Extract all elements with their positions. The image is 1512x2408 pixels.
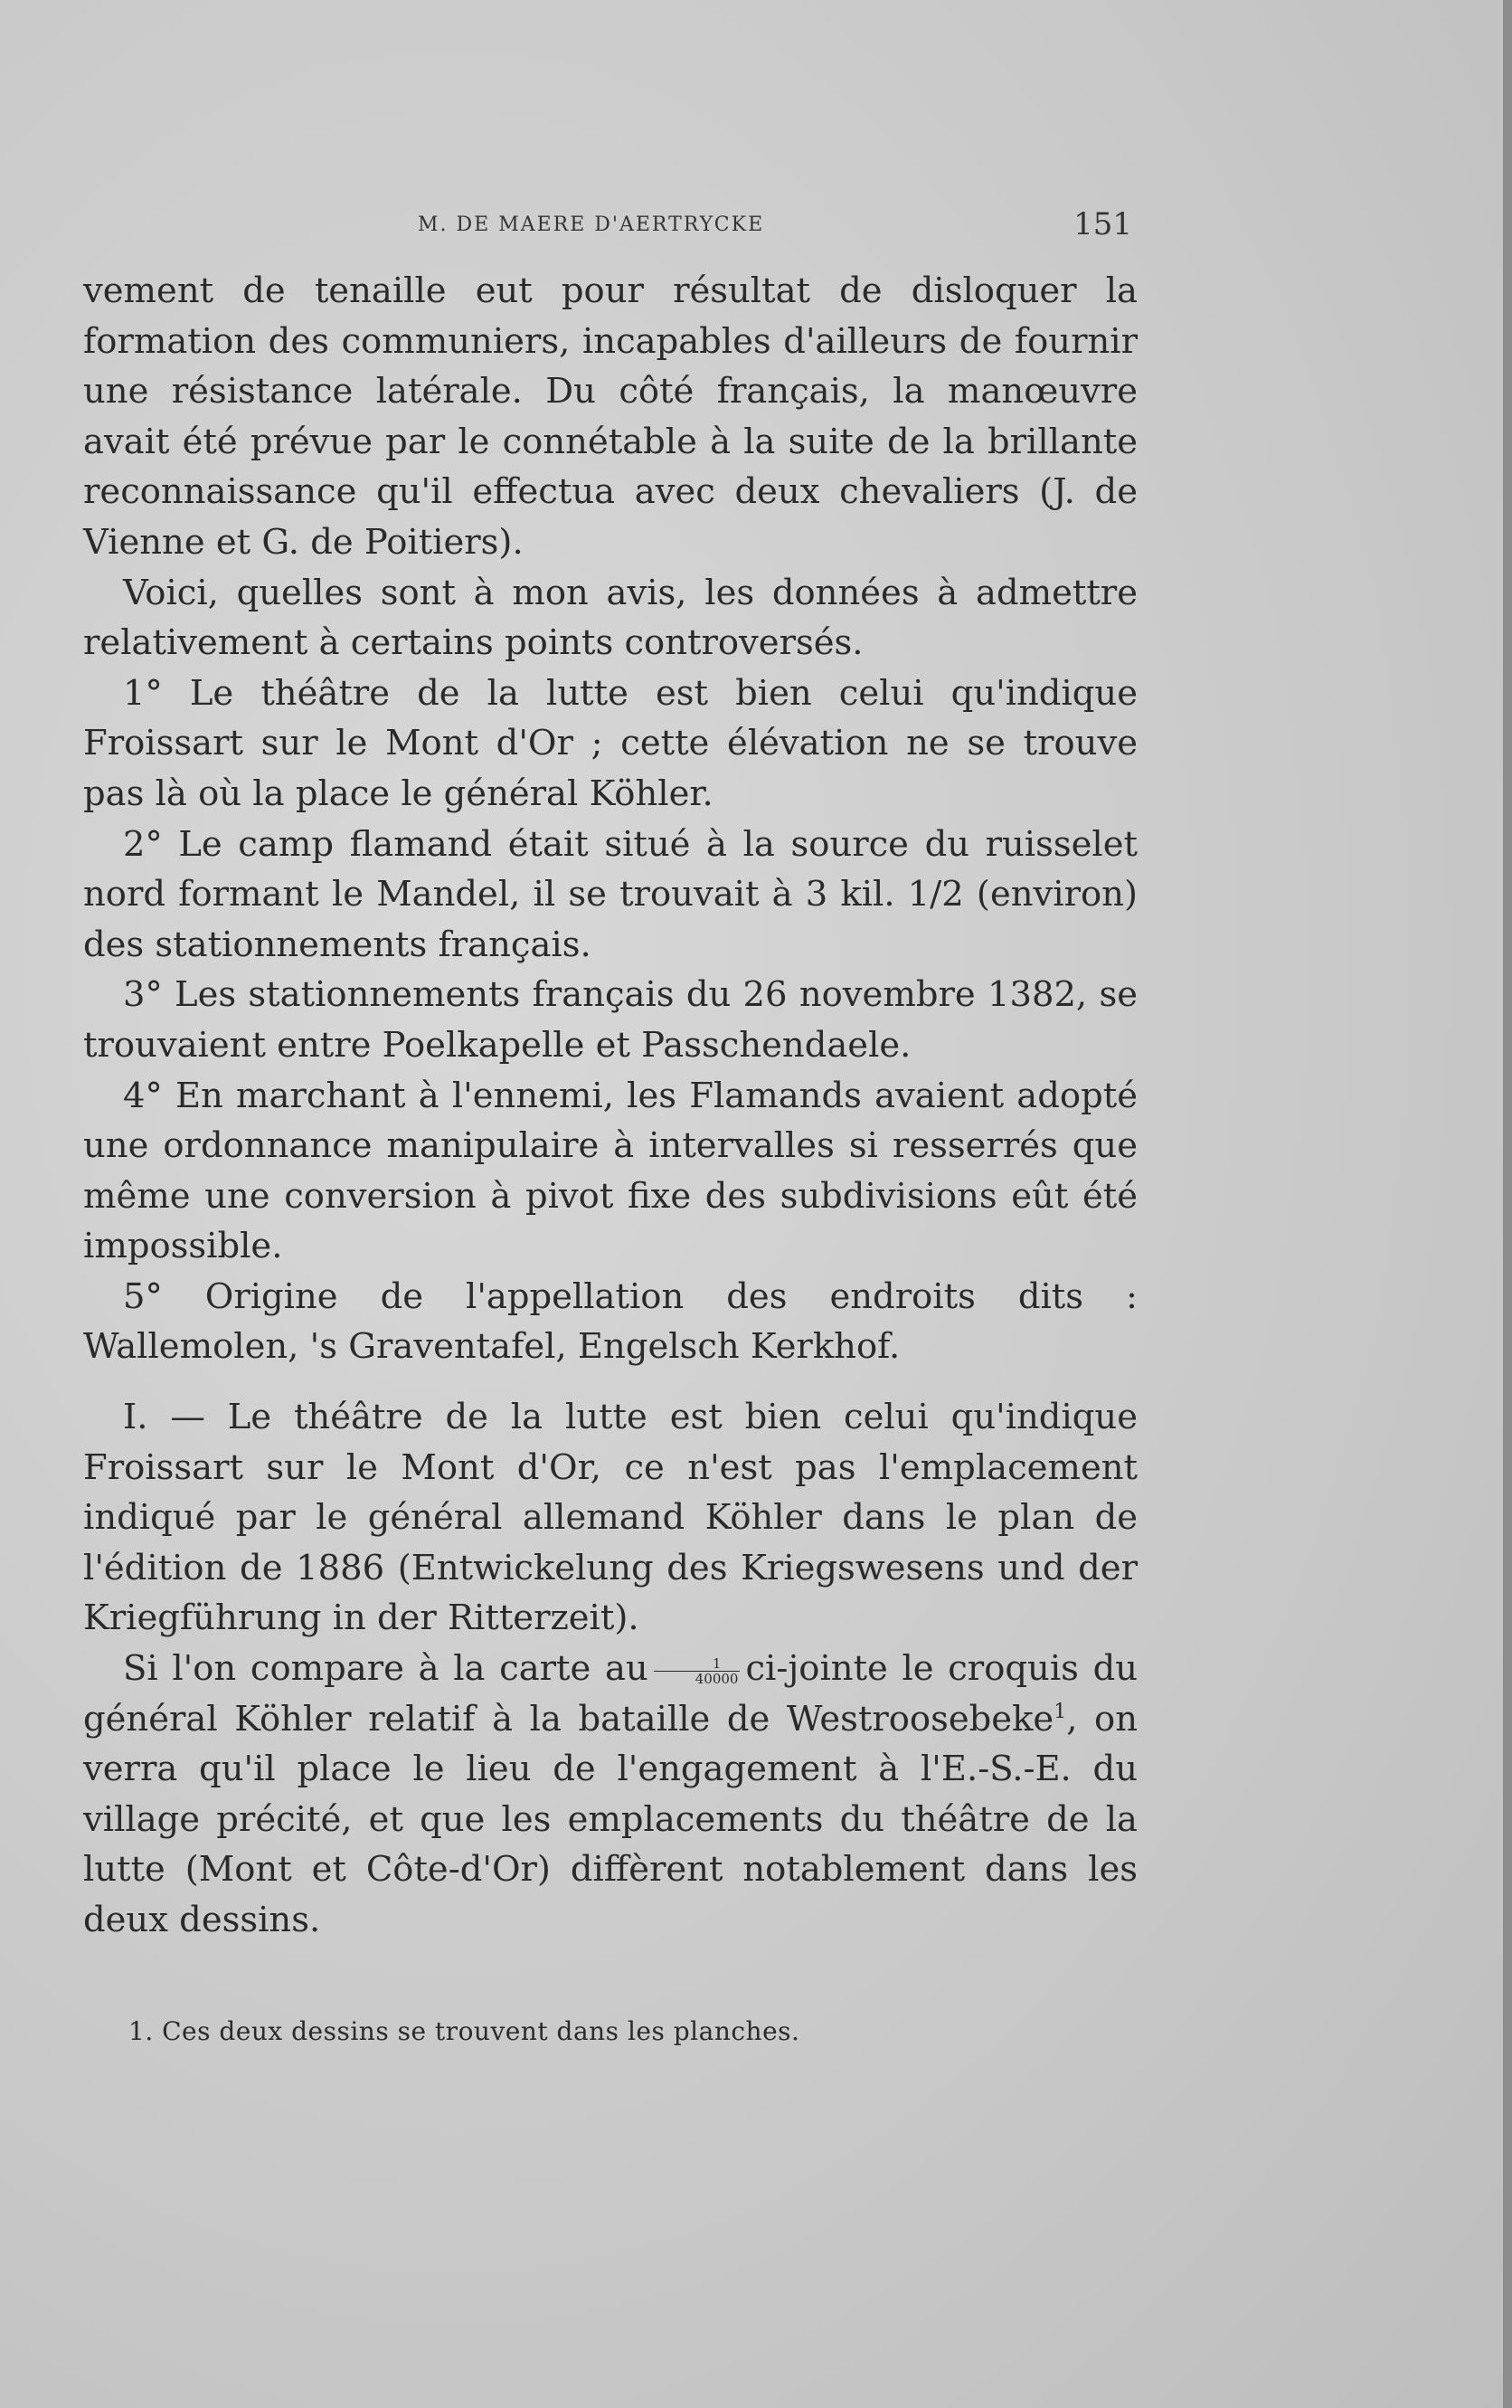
paragraph-1: vement de tenaille eut pour résultat de disloquer la formation des communiers, incapables d'ailleurs de fournir une résistance latérale. Du côté français, la manœuvre avait été prévue par le connétable à la suite de la brillante reconnaissance qu'il effectua avec deux chevaliers (J. de Vienne et G. de Poitiers). <box>83 270 1138 563</box>
scale-fraction <box>654 1656 741 1686</box>
comparison-text-start: Si l'on compare à la carte au <box>123 1648 648 1690</box>
fraction-numerator: 1 <box>654 1656 741 1672</box>
point-3: 3° Les stationnements français du 26 novembre 1382, se trouvaient entre Poelkapelle et Passchendaele. <box>83 974 1138 1066</box>
section-1-paragraph: I. — Le théâtre de la lutte est bien celui qu'indique Froissart sur le Mont d'Or, ce n'est pas l'emplacement indiqué par le général allemand Köhler dans le plan de l'édition de 1886 (Entwickelung des Kriegswesens und der Kriegführung in der Ritterzeit). <box>83 1397 1138 1639</box>
page-edge <box>1503 0 1512 2408</box>
footnote: 1. Ces deux dessins se trouvent dans les planches. <box>128 2016 800 2046</box>
paragraph-comparison <box>83 1644 1138 1946</box>
point-4: 4° En marchant à l'ennemi, les Flamands avaient adopté une ordonnance manipulaire à intervalles si resserrés que même une conversion à pivot fixe des subdivisions eût été impossible. <box>83 1075 1138 1267</box>
page-header <box>83 206 1132 242</box>
point-2: 2° Le camp flamand était situé à la source du ruisselet nord formant le Mandel, il se trouvait à 3 kil. 1/2 (environ) des stationnements français. <box>83 823 1138 965</box>
comparison-text-end: , on verra qu'il place le lieu de l'engagement à l'E.-S.-E. du village précité, et que les emplacements du théâtre de la lutte (Mont et Côte-d'Or) diffèrent notablement dans les deux dessins. <box>83 1698 1139 1940</box>
body-text <box>83 266 1138 1946</box>
point-1: 1° Le théâtre de la lutte est bien celui qu'indique Froissart sur le Mont d'Or ; cette élévation ne se trouve pas là où la place le général Köhler. <box>83 672 1138 814</box>
paragraph-2: Voici, quelles sont à mon avis, les données à admettre relativement à certains points controversés. <box>83 572 1138 664</box>
footnote-reference: 1 <box>1054 1700 1067 1723</box>
running-head: M. DE MAERE D'AERTRYCKE <box>418 213 765 236</box>
page-number: 151 <box>1073 206 1132 242</box>
point-5: 5° Origine de l'appellation des endroits dits : Wallemolen, 's Graventafel, Engelsch Kerkhof. <box>83 1275 1138 1368</box>
comparison-text-middle: ci-jointe le croquis du général Köhler relatif à la bataille de Westroosebeke <box>83 1648 1139 1740</box>
fraction-denominator: 40000 <box>695 1670 739 1687</box>
